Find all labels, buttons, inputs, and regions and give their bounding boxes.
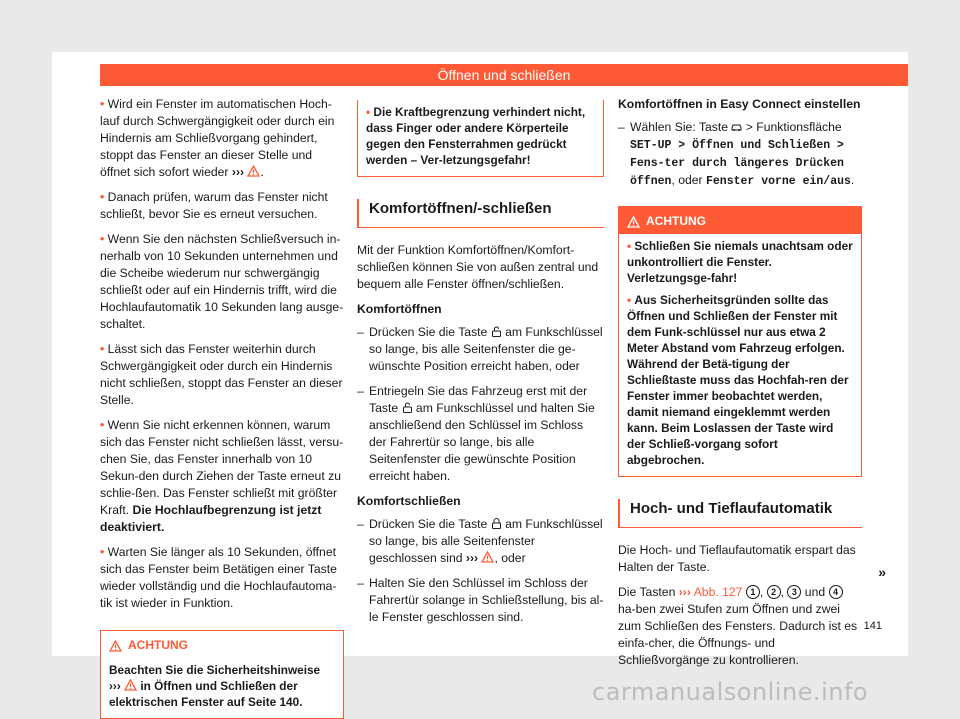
warning-title: ACHTUNG (101, 631, 343, 658)
continue-mark: » (878, 564, 886, 580)
lock-icon (491, 518, 502, 529)
heading-komfortschliessen: Komfortschließen (357, 494, 461, 508)
unlock-icon (491, 326, 502, 337)
section-title-komfort: Komfortöffnen/-schließen (357, 199, 604, 228)
page-title: Öffnen und schließen (437, 67, 571, 83)
car-icon (731, 121, 742, 132)
intro-paragraph: Mit der Funktion Komfortöffnen/Komfort-schließen können Sie von außen zentral und bequem alle Fenster öffnen/schließen. (357, 243, 599, 291)
heading-komfortoeffnen: Komfortöffnen (357, 302, 442, 316)
warning-body: Beachten Sie die Sicherheitshinweise ››› in Öffnen und Schließen der elektrischen Fenster auf Seite 140. (109, 663, 321, 709)
automatik-paragraph-1: Die Hoch- und Tieflaufautomatik erspart das Halten der Taste. (618, 543, 856, 574)
step-2: – Entriegeln Sie das Fahrzeug erst mit der Taste am Funkschlüssel und halten Sie anschließend den Schlüssel im Schloss der Fahrertür so lange, bis alle Seitenfenster die gewünschte Position erreicht haben. (357, 383, 604, 485)
warning-triangle-icon (247, 165, 260, 177)
warning-triangle-icon (124, 679, 137, 691)
warning-triangle-icon (109, 640, 122, 652)
column-2 (357, 100, 604, 634)
bullet-6: • Warten Sie länger als 10 Sekunden, öffnet sich das Fenster beim Betätigen einer Taste wieder vollständig und die Hochlaufautoma-tik ist wieder in Funktion. (100, 544, 344, 612)
bullet-1: • Wird ein Fenster im automatischen Hoch-lauf durch Schwergängigkeit oder durch ein Hindernis am Schließvorgang gehindert, stoppt das Fenster an dieser Stelle und öffnet sich sofort wieder ››› . (100, 96, 344, 181)
warning-body: • Schließen Sie niemals unachtsam oder unkontrolliert die Fenster. Verletzungsge-fahr! • Aus Sicherheitsgründen sollte das Öffnen und Schließen der Fenster mit dem Funk-schlüssel nur aus etwa 2 Meter Abstand vom Fahrzeug erfolgen. Während der Betä-tigung der Schließtaste muss das Hochfah-ren der Fenster immer beobachtet werden, damit niemand eingeklemmt werden kann. Beim Loslassen der Taste wird der Schließ-vorgang sofort abgebrochen. (619, 234, 861, 476)
automatik-paragraph-2: Die Tasten ››› Abb. 127 1 , 2 , 3 und 4 ha-ben zwei Stufen zum Öffnen und zwei zum Schließen des Fensters. Dadurch ist es einfa-cher, die Öffnungs- und Schließvorgänge zu kontrollieren. (618, 585, 858, 667)
section-title-automatik: Hoch- und Tieflaufautomatik (618, 499, 862, 528)
warning-box-2 (618, 206, 862, 477)
bullet-4: • Lässt sich das Fenster weiterhin durch Schwergängigkeit oder durch ein Hindernis nicht schließen, stoppt das Fenster an dieser Stelle. (100, 341, 344, 409)
warning-title: ACHTUNG (619, 207, 861, 234)
heading-easy-connect: Komfortöffnen in Easy Connect einstellen (618, 97, 861, 111)
step-3: – Drücken Sie die Taste am Funkschlüssel so lange, bis alle Seitenfenster geschlossen sind ››› , oder (357, 516, 604, 567)
bullet-3: • Wenn Sie den nächsten Schließversuch in-nerhalb von 10 Sekunden unternehmen und die Scheibe wiederum nur schwergängig schließt oder auf ein Hindernis trifft, wird die Hochlaufautomatik 10 Sekunden lang ausge-schaltet. (100, 231, 344, 333)
bullet-5: • Wenn Sie nicht erkennen können, warum sich das Fenster nicht schließen lässt, versu-chen Sie, das Fenster innerhalb von 10 Sekun-den durch Ziehen der Taste erneut zu schlie-ßen. Das Fenster schließt mit größter Kraft. Die Hochlaufbegrenzung ist jetzt deaktiviert. (100, 417, 344, 536)
warning-box-continued: • Die Kraftbegrenzung verhindert nicht, dass Finger oder andere Körperteile gegen den Fensterrahmen gedrückt werden – Ver-letzungsgefahr! (357, 100, 604, 177)
step-4: – Halten Sie den Schlüssel im Schloss der Fahrertür solange in Schließstellung, bis al-le Fenster geschlossen sind. (357, 575, 604, 626)
bullet-2: • Danach prüfen, warum das Fenster nicht schließt, bevor Sie es erneut versuchen. (100, 189, 344, 223)
column-1 (100, 96, 344, 719)
warning-triangle-icon (627, 216, 640, 228)
page-header (100, 64, 908, 86)
step-1: – Drücken Sie die Taste am Funkschlüssel so lange, bis alle Seitenfenster die ge-wünschte Position erreicht haben, oder (357, 324, 604, 375)
figure-link[interactable]: Abb. 127 (693, 585, 743, 599)
column-3 (618, 96, 862, 677)
warning-box-1 (100, 630, 344, 719)
watermark: carmanualsonline.info (592, 678, 869, 706)
unlock-icon (402, 402, 413, 413)
page-number: 141 (863, 620, 882, 632)
easy-connect-step: – Wählen Sie: Taste > Funktionsfläche SET-UP > Öffnen und Schließen > Fens-ter durch längeres Drücken öffnen, oder Fenster vorne ein/aus. (618, 119, 862, 190)
warning-triangle-icon (481, 551, 494, 563)
